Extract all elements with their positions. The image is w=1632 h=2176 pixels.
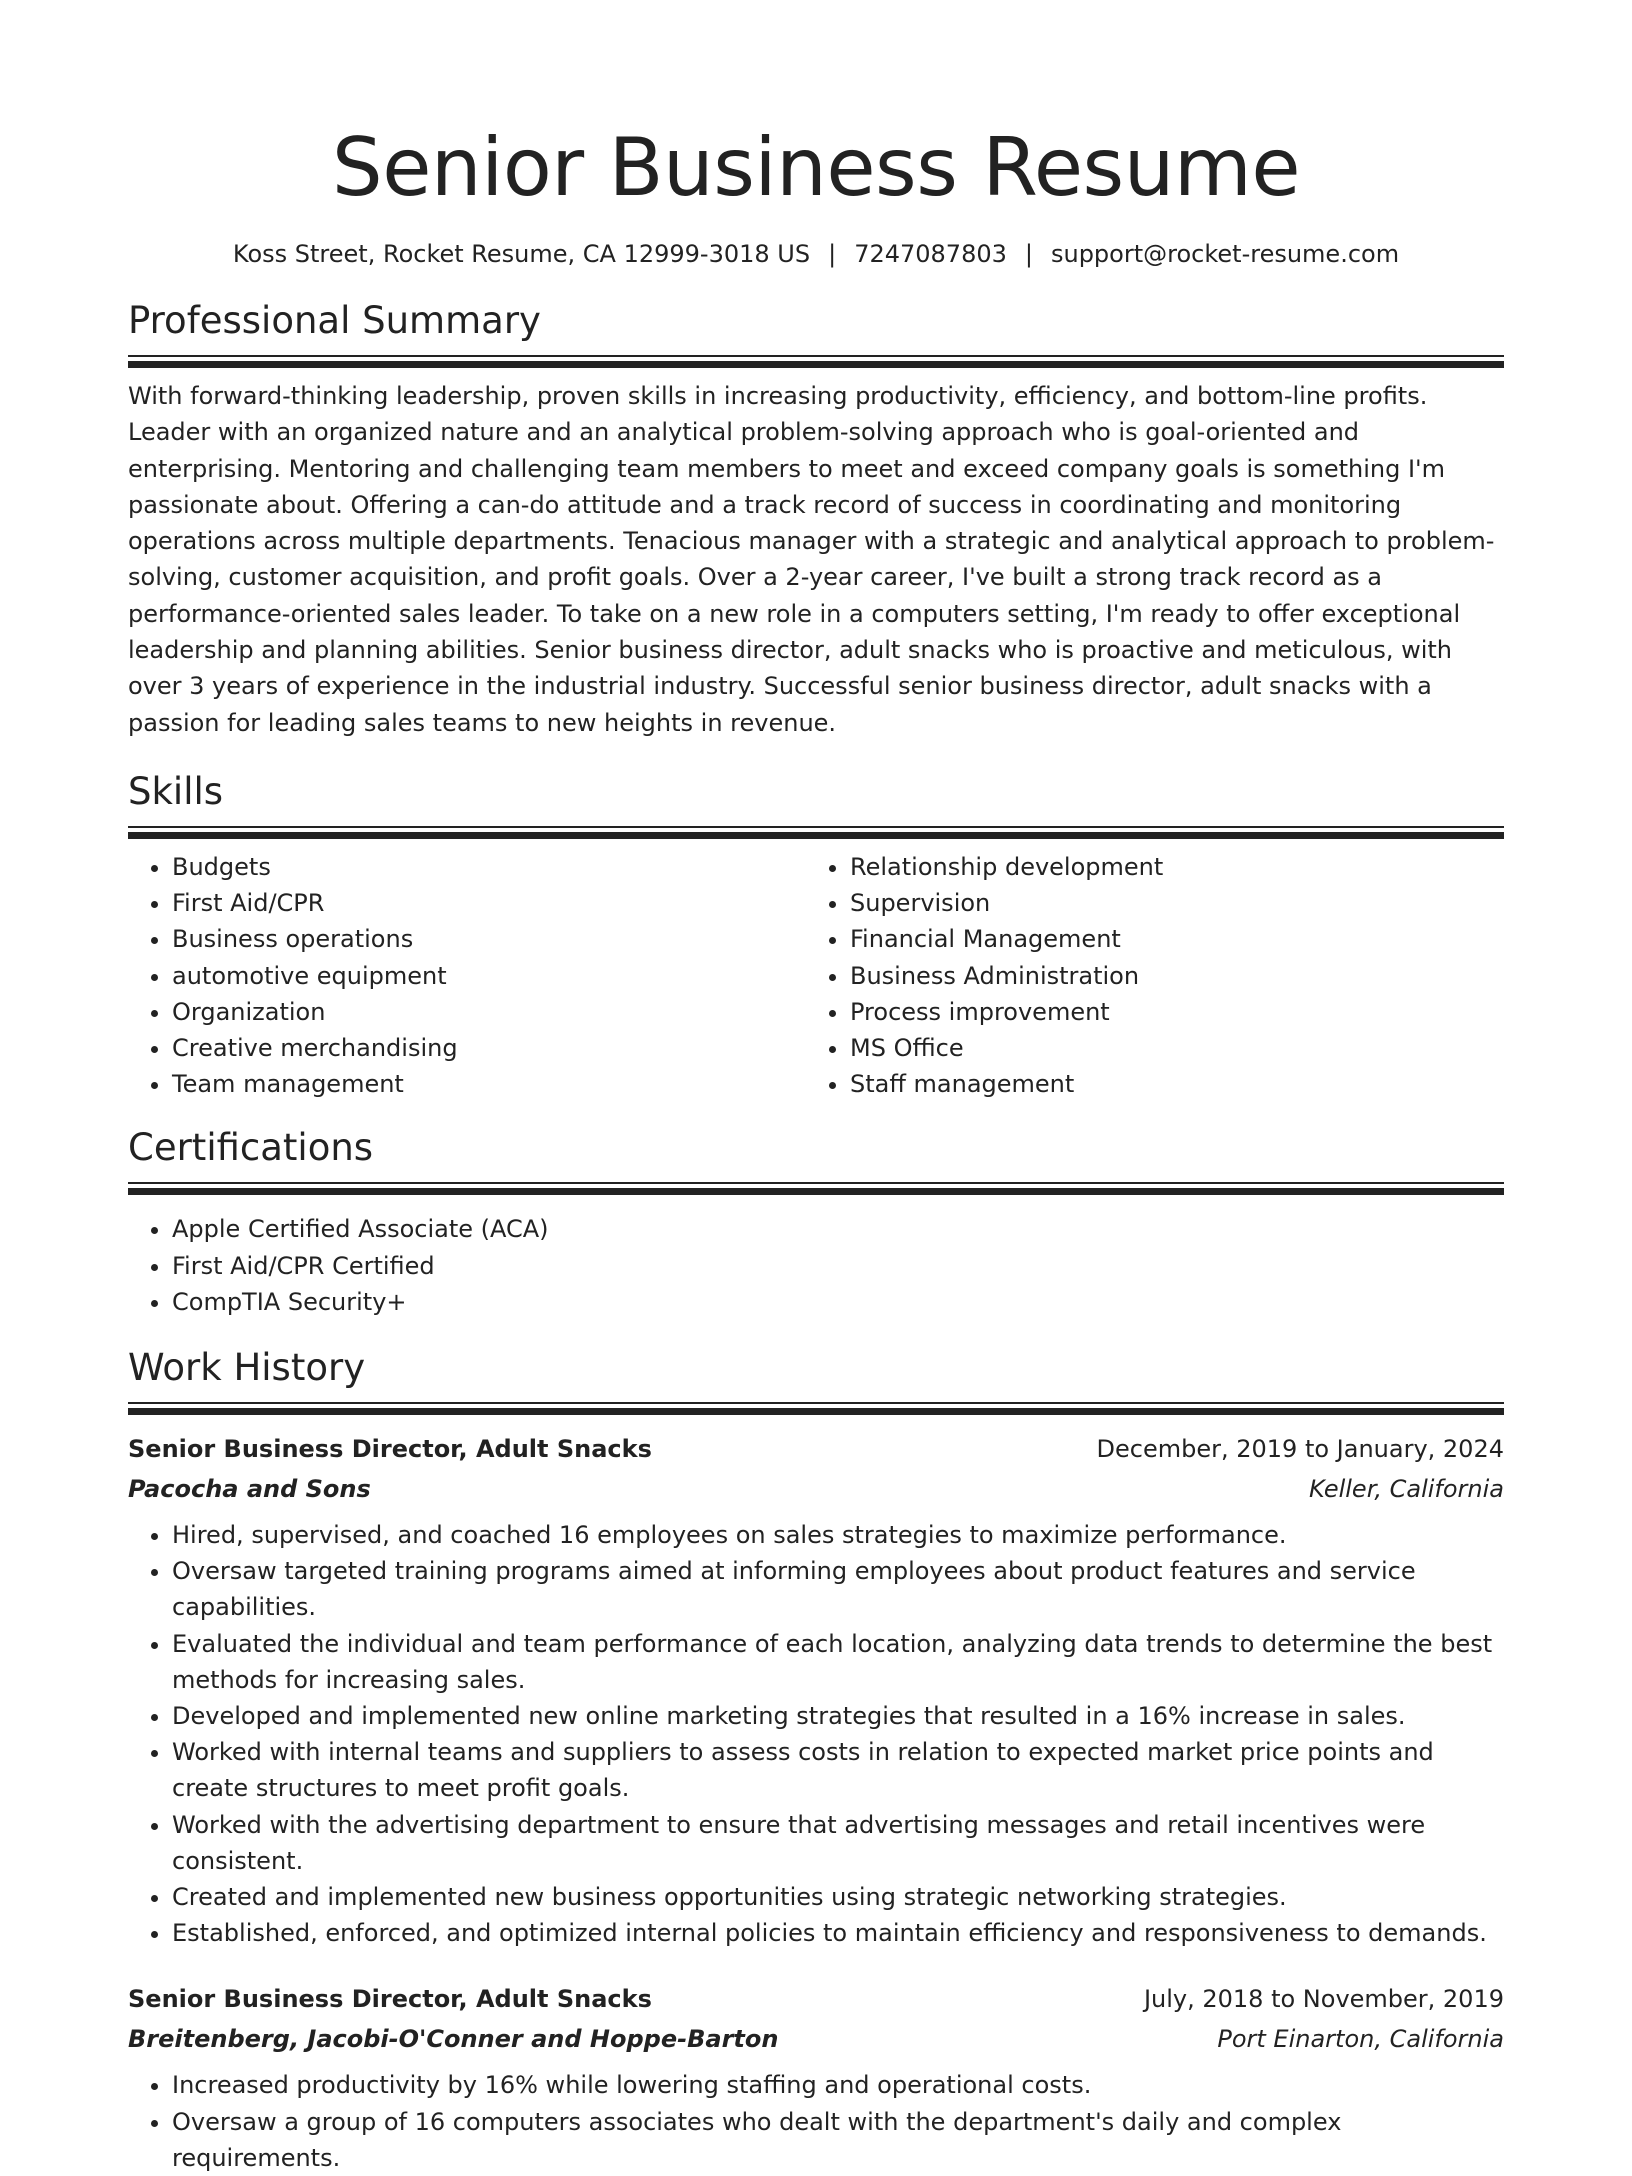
skill-item: • First Aid/CPR <box>172 885 806 921</box>
summary-section <box>128 297 1504 741</box>
job-duties-list <box>128 2067 1504 2176</box>
skills-section <box>128 768 1504 1102</box>
certifications-section <box>128 1124 1504 1320</box>
contact-separator: | <box>1024 240 1033 268</box>
job-duty: • Worked with the advertising department to ensure that advertising messages and retail incentives were consistent. <box>172 1807 1504 1879</box>
job-title: Senior Business Director, Adult Snacks <box>128 1985 652 2014</box>
skill-item: • MS Office <box>850 1030 1484 1066</box>
skill-item: • Supervision <box>850 885 1484 921</box>
summary-text: With forward-thinking leadership, proven skills in increasing productivity, efficiency, and bottom-line profits. Leader with an organized nature and an analytical problem-solving approach who is goal-oriented and enterprising. Mentoring and challenging team members to meet and exceed company goals is something I'm passionate about. Offering a can-do attitude and a track record of success in coordinating and monitoring operations across multiple departments. Tenacious manager with a strategic and analytical approach to problem-solving, customer acquisition, and profit goals. Over a 2-year career, I've built a strong track record as a performance-oriented sales leader. To take on a new role in a computers setting, I'm ready to offer exceptional leadership and planning abilities. Senior business director, adult snacks who is proactive and meticulous, with over 3 years of experience in the industrial industry. Successful senior business director, adult snacks with a passion for leading sales teams to new heights in revenue. <box>128 382 1495 737</box>
resume-name: Senior Business Resume <box>331 121 1301 214</box>
work-history-heading: Work History <box>128 1346 366 1389</box>
job-company: Breitenberg, Jacobi-O'Conner and Hoppe-Barton <box>128 2025 779 2054</box>
skills-columns <box>128 849 1504 1102</box>
job-location: Keller, California <box>1308 1475 1504 1503</box>
skill-item: • Organization <box>172 994 806 1030</box>
job-location: Port Einarton, California <box>1217 2025 1504 2054</box>
job-company-row <box>128 1469 1504 1509</box>
skill-item: • Relationship development <box>850 849 1484 885</box>
skill-item: • Staff management <box>850 1066 1484 1102</box>
job-header-row <box>128 1979 1504 2019</box>
section-divider <box>128 826 1504 839</box>
skill-item: • Process improvement <box>850 994 1484 1030</box>
job-duty: • Created and implemented new business opportunities using strategic networking strategies. <box>172 1879 1504 1915</box>
contact-separator: | <box>828 240 837 268</box>
resume-page <box>128 0 1504 2176</box>
job-header-row <box>128 1429 1504 1469</box>
job-duties-list <box>128 1517 1504 1951</box>
skill-item: • Business Administration <box>850 958 1484 994</box>
contact-phone: 7247087803 <box>854 240 1007 268</box>
job-duty: • Oversaw a group of 16 computers associates who dealt with the department's daily and complex requirements. <box>172 2104 1504 2176</box>
skill-item: • Budgets <box>172 849 806 885</box>
section-divider <box>128 355 1504 368</box>
certification-item: • CompTIA Security+ <box>172 1284 1504 1320</box>
skill-item: • Financial Management <box>850 921 1484 957</box>
job-duty: • Developed and implemented new online marketing strategies that resulted in a 16% increase in sales. <box>172 1698 1504 1734</box>
skills-left-list <box>128 849 806 1102</box>
job-duty: • Oversaw targeted training programs aimed at informing employees about product features and service capabilities. <box>172 1553 1504 1625</box>
job-company: Pacocha and Sons <box>128 1475 371 1503</box>
skill-item: • Team management <box>172 1066 806 1102</box>
job-duty: • Evaluated the individual and team performance of each location, analyzing data trends to determine the best methods for increasing sales. <box>172 1626 1504 1698</box>
section-divider <box>128 1402 1504 1415</box>
skill-item: • Creative merchandising <box>172 1030 806 1066</box>
skills-right-column <box>806 849 1484 1102</box>
certifications-heading: Certifications <box>128 1126 374 1170</box>
section-divider <box>128 1182 1504 1195</box>
contact-line <box>128 238 1504 270</box>
job-company-row <box>128 2019 1504 2059</box>
certifications-list <box>128 1211 1504 1320</box>
skill-item: • Business operations <box>172 921 806 957</box>
contact-address: Koss Street, Rocket Resume, CA 12999-3018 US <box>232 240 811 268</box>
job-entry <box>128 1429 1504 1951</box>
certification-item: • Apple Certified Associate (ACA) <box>172 1211 1504 1247</box>
skill-item: • automotive equipment <box>172 958 806 994</box>
job-title: Senior Business Director, Adult Snacks <box>128 1435 652 1463</box>
job-duty: • Increased productivity by 16% while lowering staffing and operational costs. <box>172 2067 1504 2103</box>
contact-email[interactable]: support@rocket-resume.com <box>1050 240 1400 268</box>
work-history-section <box>128 1344 1504 2176</box>
job-duty: • Established, enforced, and optimized internal policies to maintain efficiency and responsiveness to demands. <box>172 1915 1504 1951</box>
job-duty: • Hired, supervised, and coached 16 employees on sales strategies to maximize performance. <box>172 1517 1504 1553</box>
skills-heading: Skills <box>128 769 224 813</box>
summary-heading: Professional Summary <box>128 299 541 342</box>
certification-item: • First Aid/CPR Certified <box>172 1248 1504 1284</box>
skills-left-column <box>128 849 806 1102</box>
job-duty: • Worked with internal teams and suppliers to assess costs in relation to expected market price points and create structures to meet profit goals. <box>172 1734 1504 1806</box>
job-entry <box>128 1979 1504 2176</box>
job-dates: December, 2019 to January, 2024 <box>1096 1435 1504 1463</box>
skills-right-list <box>806 849 1484 1102</box>
job-dates: July, 2018 to November, 2019 <box>1143 1985 1504 2014</box>
